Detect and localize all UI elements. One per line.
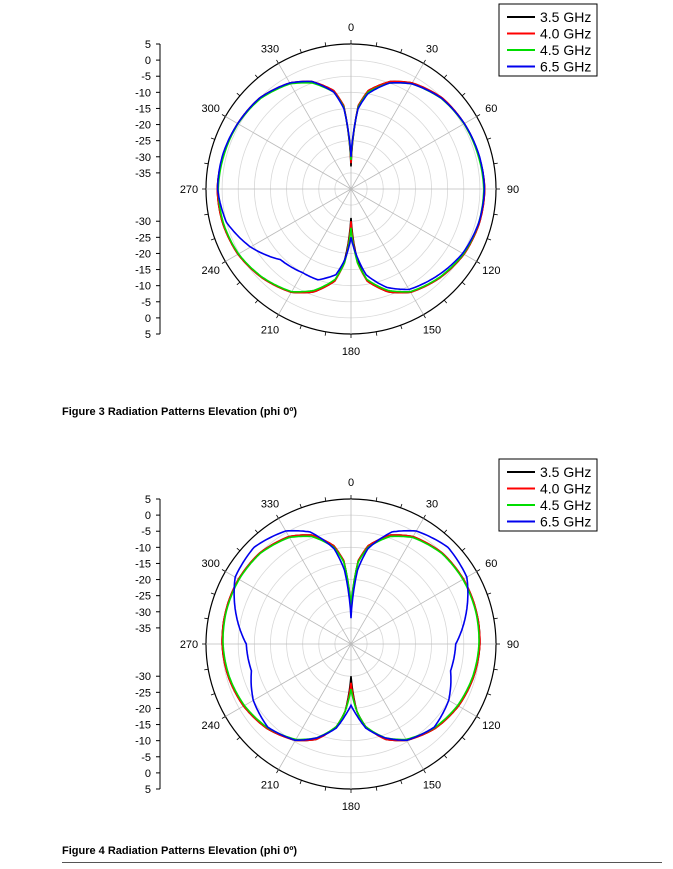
angle-minor-tick xyxy=(204,618,208,619)
angle-tick-label: 120 xyxy=(482,265,501,277)
radial-tick-label: 0 xyxy=(144,55,151,68)
radial-tick-label: -20 xyxy=(135,574,151,587)
angle-minor-tick xyxy=(477,717,480,719)
angle-minor-tick xyxy=(211,593,215,594)
angle-tick-label: 180 xyxy=(341,801,361,813)
angle-tick-label: 300 xyxy=(201,558,220,570)
angle-minor-tick xyxy=(376,497,377,501)
angle-tick-label: 150 xyxy=(422,324,442,337)
legend-label: 6.5 GHz xyxy=(540,58,592,75)
angle-minor-tick xyxy=(376,42,377,46)
angle-minor-tick xyxy=(444,755,447,758)
angle-minor-tick xyxy=(477,570,480,572)
angle-minor-tick xyxy=(477,115,480,117)
legend-label: 4.0 GHz xyxy=(540,480,592,497)
angle-minor-tick xyxy=(444,530,447,533)
radial-tick-label: 5 xyxy=(144,784,151,796)
angle-minor-tick xyxy=(211,239,215,240)
figure-4-caption: Figure 4 Radiation Patterns Elevation (phi 0º) xyxy=(62,845,298,857)
radial-tick-label: -25 xyxy=(135,135,151,148)
angle-tick-label: 60 xyxy=(485,558,498,570)
angle-minor-tick xyxy=(424,315,426,318)
angle-tick-label: 210 xyxy=(260,779,280,792)
angle-tick-label: 270 xyxy=(179,184,199,196)
angle-minor-tick xyxy=(277,315,279,318)
angle-minor-tick xyxy=(222,717,225,719)
radial-tick-label: -35 xyxy=(135,622,151,635)
angle-minor-tick xyxy=(237,282,240,285)
angle-minor-tick xyxy=(237,548,240,551)
angle-minor-tick xyxy=(300,780,301,784)
radial-tick-label: -25 xyxy=(135,232,151,245)
angle-minor-tick xyxy=(477,262,480,264)
angle-minor-tick xyxy=(494,669,498,670)
radial-tick-label: -5 xyxy=(141,71,151,84)
angle-minor-tick xyxy=(424,60,426,63)
legend-label: 4.0 GHz xyxy=(540,25,592,42)
angle-minor-tick xyxy=(204,214,208,215)
angle-minor-tick xyxy=(376,787,377,791)
radial-tick-label: -25 xyxy=(135,590,151,603)
angle-minor-tick xyxy=(222,262,225,264)
angle-minor-tick xyxy=(462,93,465,96)
radial-tick-label: 5 xyxy=(144,329,151,341)
angle-tick-label: 120 xyxy=(482,720,501,732)
radial-tick-label: -30 xyxy=(135,216,151,229)
angle-minor-tick xyxy=(401,49,402,53)
radial-tick-label: -20 xyxy=(135,119,151,132)
angle-minor-tick xyxy=(325,42,326,46)
angle-tick-label: 30 xyxy=(425,43,439,56)
radial-tick-label: -30 xyxy=(135,671,151,684)
angle-minor-tick xyxy=(325,787,326,791)
angle-tick-label: 330 xyxy=(260,498,280,511)
angle-minor-tick xyxy=(401,504,402,508)
angle-minor-tick xyxy=(424,770,426,773)
angle-tick-label: 180 xyxy=(341,346,361,358)
angle-tick-label: 90 xyxy=(506,639,520,651)
figure-4-polar-chart xyxy=(0,455,673,815)
angle-minor-tick xyxy=(487,593,491,594)
radial-tick-label: -30 xyxy=(135,606,151,619)
radial-tick-label: -15 xyxy=(135,264,151,277)
legend-label: 4.5 GHz xyxy=(540,497,592,513)
angle-minor-tick xyxy=(211,138,215,139)
angle-tick-label: 240 xyxy=(201,265,220,277)
bottom-divider xyxy=(62,862,662,863)
radial-tick-label: -10 xyxy=(135,280,151,293)
radial-tick-label: 0 xyxy=(144,510,151,523)
angle-minor-tick xyxy=(462,282,465,285)
angle-minor-tick xyxy=(494,214,498,215)
angle-tick-label: 0 xyxy=(347,477,355,489)
angle-minor-tick xyxy=(487,138,491,139)
radial-tick-label: -10 xyxy=(135,542,151,555)
angle-minor-tick xyxy=(255,300,258,303)
radial-tick-label: 5 xyxy=(144,39,151,51)
legend-label: 4.5 GHz xyxy=(540,42,592,58)
radial-tick-label: -30 xyxy=(135,151,151,164)
angle-minor-tick xyxy=(462,737,465,740)
angle-minor-tick xyxy=(211,694,215,695)
angle-tick-label: 30 xyxy=(425,498,439,511)
radial-tick-label: -35 xyxy=(135,167,151,180)
angle-minor-tick xyxy=(325,497,326,501)
figure-3-caption: Figure 3 Radiation Patterns Elevation (phi 0º) xyxy=(62,406,298,418)
angle-minor-tick xyxy=(376,332,377,336)
angle-tick-label: 330 xyxy=(260,43,280,56)
angle-minor-tick xyxy=(277,515,279,518)
angle-minor-tick xyxy=(401,780,402,784)
radial-tick-label: -15 xyxy=(135,558,151,571)
radial-tick-label: -25 xyxy=(135,687,151,700)
angle-minor-tick xyxy=(462,548,465,551)
angle-minor-tick xyxy=(277,60,279,63)
angle-tick-label: 60 xyxy=(485,103,498,115)
radial-tick-label: -5 xyxy=(141,751,151,764)
radial-tick-label: 5 xyxy=(144,494,151,506)
radial-tick-label: -5 xyxy=(141,526,151,539)
radial-tick-label: -10 xyxy=(135,735,151,748)
radial-tick-label: -20 xyxy=(135,703,151,716)
legend-label: 3.5 GHz xyxy=(540,9,592,25)
polar-chart-2 xyxy=(0,455,673,815)
angle-minor-tick xyxy=(222,115,225,117)
angle-minor-tick xyxy=(204,163,208,164)
radial-tick-label: -15 xyxy=(135,103,151,116)
legend-label: 6.5 GHz xyxy=(540,513,592,530)
angle-tick-label: 210 xyxy=(260,324,280,337)
angle-tick-label: 300 xyxy=(201,103,220,115)
radial-tick-label: -15 xyxy=(135,719,151,732)
angle-minor-tick xyxy=(487,694,491,695)
angle-minor-tick xyxy=(401,325,402,329)
angle-tick-label: 150 xyxy=(422,779,442,792)
radial-tick-label: -20 xyxy=(135,248,151,261)
angle-tick-label: 0 xyxy=(347,22,355,34)
radial-tick-label: -5 xyxy=(141,296,151,309)
angle-tick-label: 270 xyxy=(179,639,199,651)
angle-minor-tick xyxy=(277,770,279,773)
angle-minor-tick xyxy=(204,669,208,670)
radial-tick-label: 0 xyxy=(144,312,151,325)
radial-tick-label: 0 xyxy=(144,767,151,780)
angle-tick-label: 90 xyxy=(506,184,520,196)
angle-minor-tick xyxy=(494,618,498,619)
angle-minor-tick xyxy=(300,325,301,329)
angle-minor-tick xyxy=(444,75,447,78)
angle-minor-tick xyxy=(222,570,225,572)
figure-3-polar-chart xyxy=(0,0,673,360)
angle-minor-tick xyxy=(494,163,498,164)
angle-minor-tick xyxy=(325,332,326,336)
angle-minor-tick xyxy=(255,75,258,78)
angle-minor-tick xyxy=(424,515,426,518)
angle-tick-label: 240 xyxy=(201,720,220,732)
angle-minor-tick xyxy=(237,93,240,96)
legend-label: 3.5 GHz xyxy=(540,464,592,480)
angle-minor-tick xyxy=(300,504,301,508)
angle-minor-tick xyxy=(255,755,258,758)
angle-minor-tick xyxy=(487,239,491,240)
angle-minor-tick xyxy=(255,530,258,533)
angle-minor-tick xyxy=(444,300,447,303)
angle-minor-tick xyxy=(237,737,240,740)
radial-tick-label: -10 xyxy=(135,87,151,100)
angle-minor-tick xyxy=(300,49,301,53)
polar-chart-1 xyxy=(0,0,673,360)
